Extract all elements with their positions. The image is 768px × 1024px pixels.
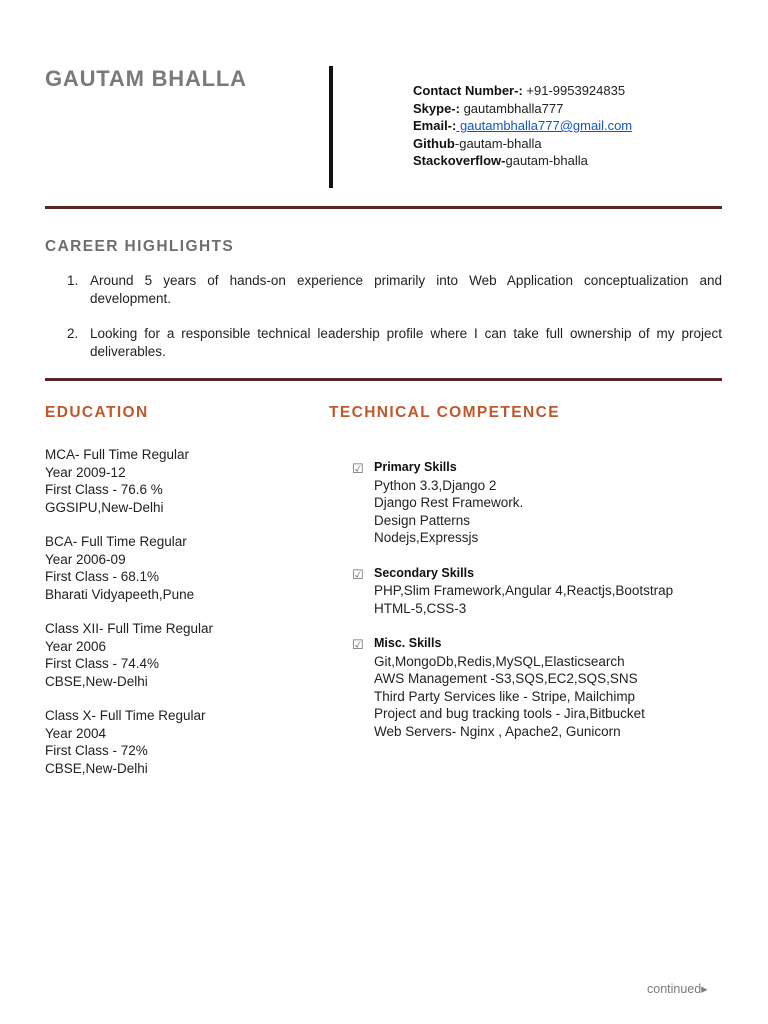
education-year: Year 2006-09 (45, 551, 126, 567)
career-item-text: Around 5 years of hands-on experience primarily into Web Application conceptualization and development. (90, 273, 722, 306)
contact-number-value: +91-9953924835 (522, 83, 626, 98)
education-year: Year 2006 (45, 638, 107, 654)
contact-stackoverflow (413, 152, 632, 170)
career-highlights-heading: CAREER HIGHLIGHTS (45, 238, 235, 255)
github-value: -gautam-bhalla (454, 135, 542, 151)
education-degree: BCA- Full Time Regular (45, 534, 187, 549)
github-label: Github (413, 135, 455, 151)
education-heading: EDUCATION (45, 404, 149, 421)
skype-label: Skype-: (413, 100, 460, 116)
education-degree: Class XII- Full Time Regular (45, 621, 214, 636)
email-label: Email-: (413, 118, 457, 133)
skill-group-heading: Primary Skills (374, 460, 457, 474)
stackoverflow-label: Stackoverflow- (413, 153, 506, 168)
education-list (45, 446, 213, 794)
career-item-number: 2. (67, 326, 79, 341)
candidate-name: GAUTAM BHALLA (45, 66, 247, 91)
education-institution: Bharati Vidyapeeth,Pune (45, 586, 195, 602)
education-year: Year 2004 (45, 725, 107, 741)
technical-competence-heading: TECHNICAL COMPETENCE (329, 404, 560, 421)
education-entry (45, 533, 213, 603)
skill-item: Django Rest Framework. (374, 495, 524, 510)
education-grade: First Class - 74.4% (45, 656, 160, 671)
contact-github (413, 135, 632, 153)
contact-number-label: Contact Number-: (413, 83, 523, 98)
checkbox-checked-icon: ☑ (352, 637, 364, 652)
skill-item: Design Patterns (374, 512, 471, 528)
stackoverflow-value: gautam-bhalla (505, 153, 588, 168)
contact-skype (413, 100, 632, 118)
skill-group-heading: Misc. Skills (374, 636, 442, 650)
career-item-number: 1. (67, 273, 79, 288)
skill-group-misc (352, 635, 673, 740)
education-entry (45, 620, 213, 690)
skill-item: Third Party Services like - Stripe, Mailchimp (374, 688, 636, 704)
contact-block (413, 82, 632, 170)
education-grade: First Class - 76.6 % (45, 482, 163, 497)
skill-item: HTML-5,CSS-3 (374, 600, 467, 616)
section-divider-middle (45, 378, 722, 381)
career-highlight-item (45, 272, 722, 307)
email-link[interactable]: gautambhalla777@gmail.com (456, 118, 633, 133)
skill-group-primary (352, 459, 673, 547)
skill-item: Git,MongoDb,Redis,MySQL,Elasticsearch (374, 653, 625, 669)
education-grade: First Class - 72% (45, 743, 148, 758)
skill-item: Python 3.3,Django 2 (374, 477, 497, 493)
checkbox-checked-icon: ☑ (352, 461, 364, 476)
contact-email (413, 117, 632, 135)
skill-item: Web Servers- Nginx , Apache2, Gunicorn (374, 723, 621, 739)
education-entry (45, 707, 213, 777)
skill-item: Project and bug tracking tools - Jira,Bitbucket (374, 706, 645, 721)
continued-label: continued▸ (647, 982, 708, 996)
header-divider (329, 66, 333, 188)
skill-item: Nodejs,Expressjs (374, 530, 479, 545)
education-degree: Class X- Full Time Regular (45, 708, 206, 723)
education-entry (45, 446, 213, 516)
education-institution: CBSE,New-Delhi (45, 673, 148, 689)
career-highlight-item (45, 325, 722, 360)
contact-number (413, 82, 632, 100)
section-divider-top (45, 206, 722, 209)
education-grade: First Class - 68.1% (45, 569, 160, 584)
skill-group-heading: Secondary Skills (374, 565, 475, 580)
education-institution: GGSIPU,New-Delhi (45, 499, 164, 515)
skill-item: PHP,Slim Framework,Angular 4,Reactjs,Bootstrap (374, 583, 674, 598)
education-institution: CBSE,New-Delhi (45, 760, 148, 776)
skype-value: gautambhalla777 (459, 100, 564, 116)
education-year: Year 2009-12 (45, 464, 126, 480)
technical-skills (352, 459, 673, 758)
checkbox-checked-icon: ☑ (352, 566, 364, 582)
skill-item: AWS Management -S3,SQS,EC2,SQS,SNS (374, 671, 638, 686)
career-highlights-list (45, 272, 722, 378)
education-degree: MCA- Full Time Regular (45, 447, 190, 462)
career-item-text: Looking for a responsible technical leadership profile where I can take full ownership of my project deliverables. (90, 326, 722, 359)
skill-group-secondary (352, 565, 673, 618)
